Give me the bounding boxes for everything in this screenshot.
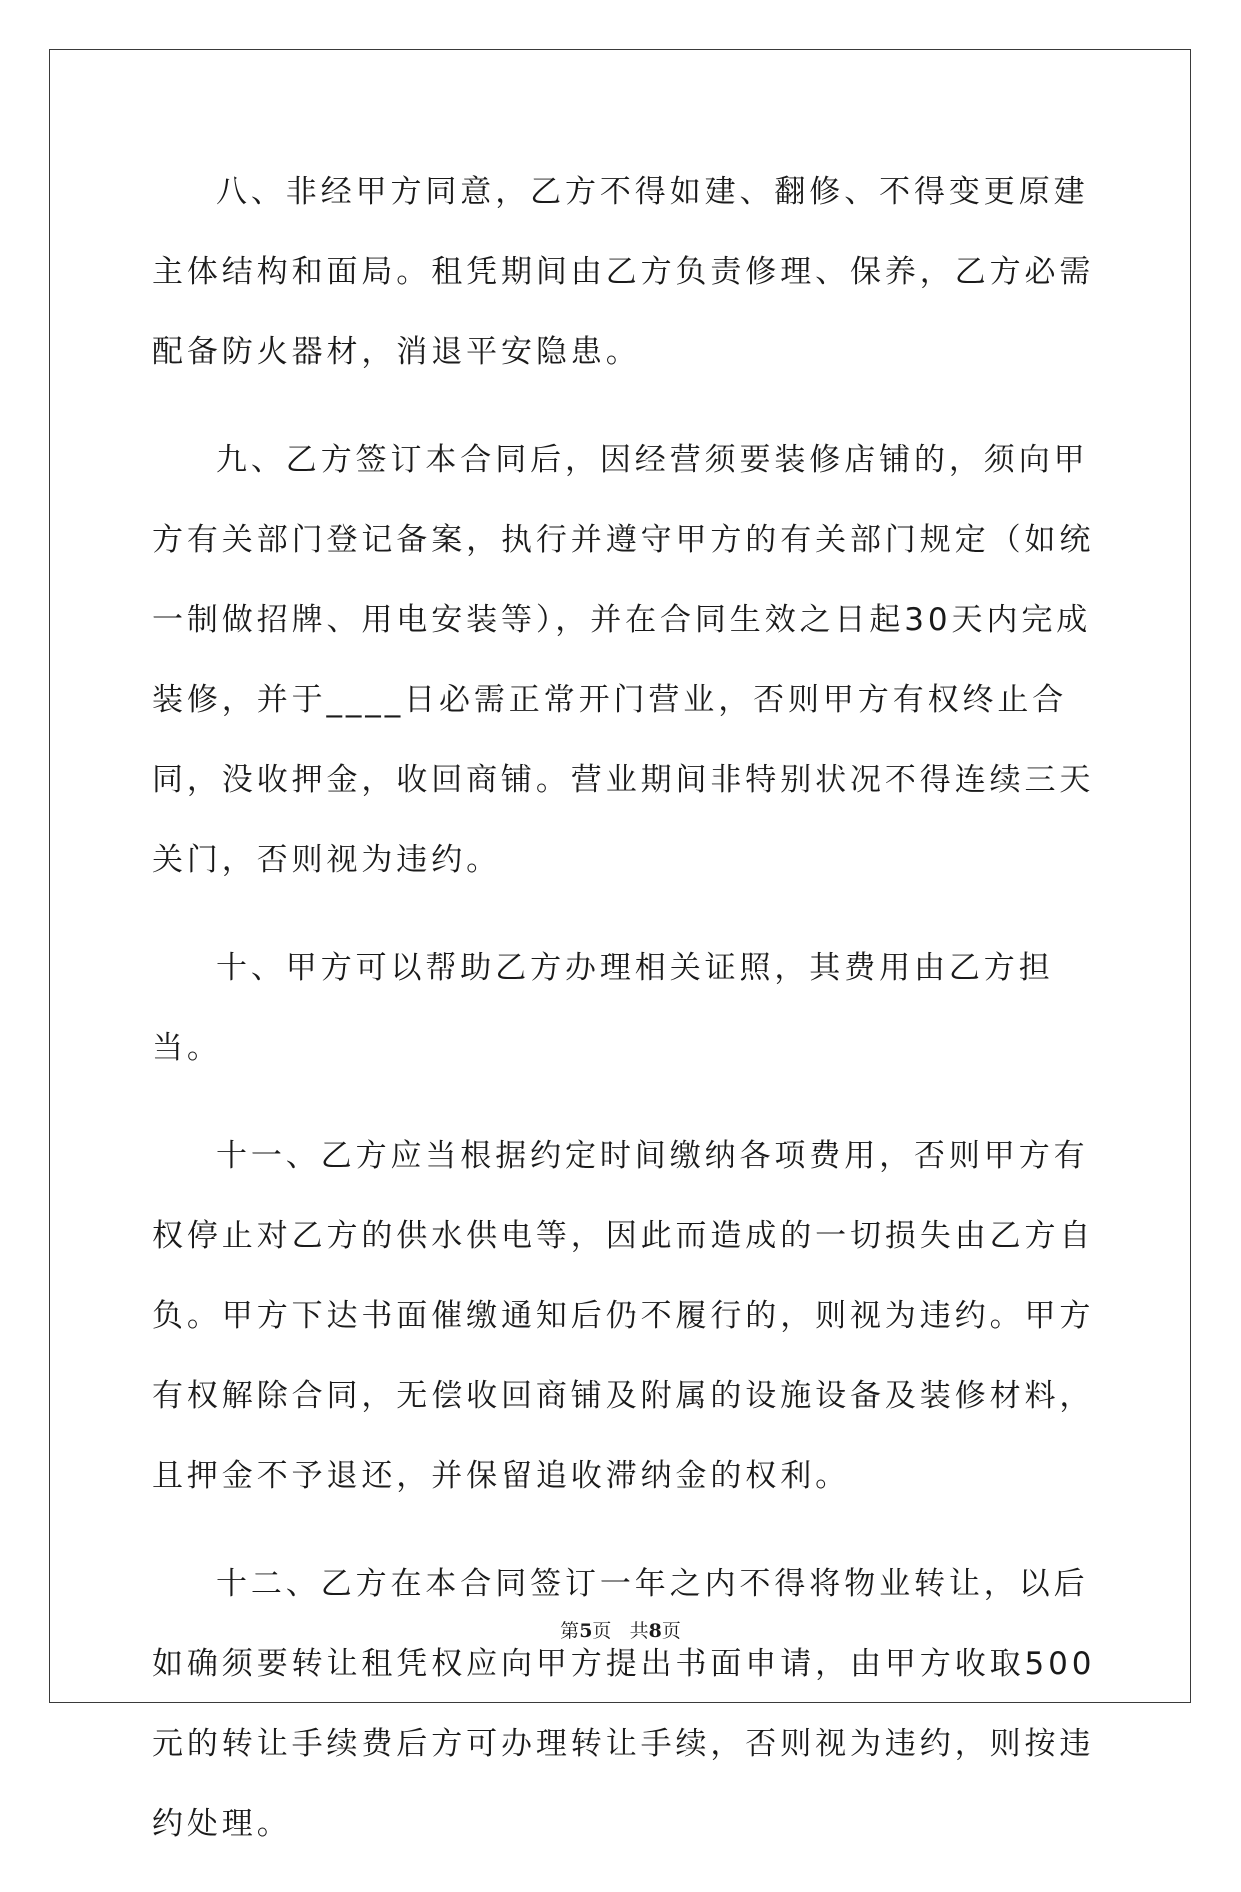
clause-11: 十一、乙方应当根据约定时间缴纳各项费用，否则甲方有权停止对乙方的供水供电等，因此而造成的一切损失由乙方自负。甲方下达书面催缴通知后仍不履行的，则视为违约。甲方有权解除合同，无偿收回商铺及附属的设施设备及装修材料，且押金不予退还，并保留追收滞纳金的权利。	[152, 1138, 1095, 1494]
page-number: 5	[579, 1620, 593, 1642]
page-prefix: 第	[560, 1620, 580, 1642]
clause-8: 八、非经甲方同意，乙方不得如建、翻修、不得变更原建主体结构和面局。租凭期间由乙方负责修理、保养，乙方必需配备防火器材，消退平安隐患。	[152, 174, 1095, 370]
total-suffix: 页	[661, 1620, 681, 1642]
page-footer	[0, 1616, 1241, 1643]
page-suffix: 页	[592, 1620, 612, 1642]
total-prefix: 共	[629, 1620, 649, 1642]
clause-10: 十、甲方可以帮助乙方办理相关证照，其费用由乙方担当。	[152, 950, 1054, 1066]
clause-12: 十二、乙方在本合同签订一年之内不得将物业转让，以后如确须要转让租凭权应向甲方提出书面申请，由甲方收取500元的转让手续费后方可办理转让手续，否则视为违约，则按违约处理。	[152, 1566, 1096, 1842]
total-pages: 8	[648, 1620, 662, 1642]
clause-9: 九、乙方签订本合同后，因经营须要装修店铺的，须向甲方有关部门登记备案，执行并遵守甲方的有关部门规定（如统一制做招牌、用电安装等），并在合同生效之日起30天内完成装修，并于____日必需正常开门营业，否则甲方有权终止合同，没收押金，收回商铺。营业期间非特别状况不得连续三天关门，否则视为违约。	[152, 442, 1095, 878]
